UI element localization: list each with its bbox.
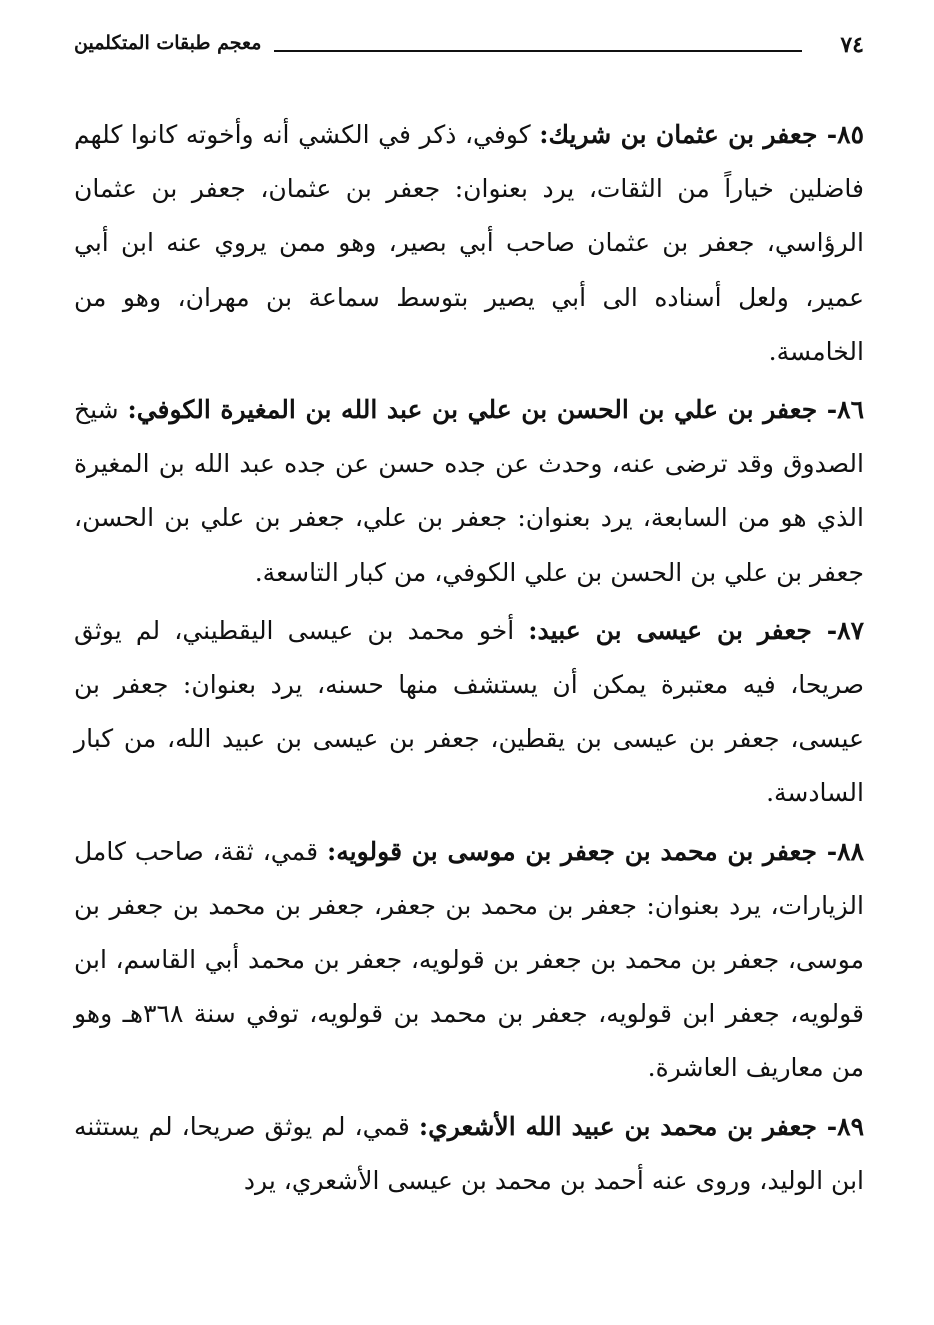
entry-heading: ٨٦- جعفر بن علي بن الحسن بن علي بن عبد الله بن المغيرة الكوفي: xyxy=(127,395,864,425)
entry-85 xyxy=(74,108,864,379)
entry-88 xyxy=(74,825,864,1096)
entry-text: كوفي، ذكر في الكشي أنه وأخوته كانوا كلهم فاضلين خياراً من الثقات، يرد بعنوان: جعفر بن عثمان، جعفر بن عثمان الرؤاسي، جعفر بن عثمان صاحب أبي بصير، وهو ممن يروي عنه ابن أبي عمير، ولعل أسناده الى أبي يصير بتوسط سماعة بن مهران، وهو من الخامسة. xyxy=(74,120,864,366)
entry-heading: ٨٥- جعفر بن عثمان بن شريك: xyxy=(539,120,865,149)
entry-text: أخو محمد بن عيسى اليقطيني، لم يوثق صريحا، فيه معتبرة يمكن أن يستشف منها حسنه، يرد بعنوان: جعفر بن عيسى، جعفر بن عيسى بن يقطين، جعفر بن عيسى بن عبيد الله، من كبار السادسة. xyxy=(74,615,864,808)
page-header xyxy=(74,28,864,68)
header-rule xyxy=(274,50,802,52)
entry-text: شيخ الصدوق وقد ترضى عنه، وحدث عن جده حسن عن جده عبد الله بن المغيرة الذي هو من السابعة، يرد بعنوان: جعفر بن علي، جعفر بن علي بن الحسن، جعفر بن علي بن الحسن بن علي الكوفي، من كبار التاسعة. xyxy=(74,395,864,587)
entry-text: قمي، ثقة، صاحب كامل الزيارات، يرد بعنوان: جعفر بن محمد بن جعفر، جعفر بن محمد بن جعفر بن موسى، جعفر بن محمد بن جعفر بن قولويه، جعفر بن محمد أبي القاسم، ابن قولويه، جعفر ابن قولويه، جعفر بن محمد بن قولويه، توفي سنة ٣٦٨هـ وهو من معاريف العاشرة. xyxy=(74,836,864,1083)
entry-86 xyxy=(74,383,864,600)
running-title: معجم طبقات المتكلمين xyxy=(74,32,262,54)
entry-87 xyxy=(74,604,864,821)
entry-heading: ٨٧- جعفر بن عيسى بن عبيد: xyxy=(528,615,864,645)
entry-heading: ٨٨- جعفر بن محمد بن جعفر بن موسى بن قولويه: xyxy=(327,836,864,866)
entry-89 xyxy=(74,1100,864,1208)
body-text xyxy=(74,108,864,1212)
entry-text: قمي، لم يوثق صريحا، لم يستثنه ابن الوليد، وروى عنه أحمد بن محمد بن عيسى الأشعري، يرد xyxy=(74,1111,864,1195)
entry-heading: ٨٩- جعفر بن محمد بن عبيد الله الأشعري: xyxy=(418,1111,864,1141)
page-number: ٧٤ xyxy=(840,32,864,58)
